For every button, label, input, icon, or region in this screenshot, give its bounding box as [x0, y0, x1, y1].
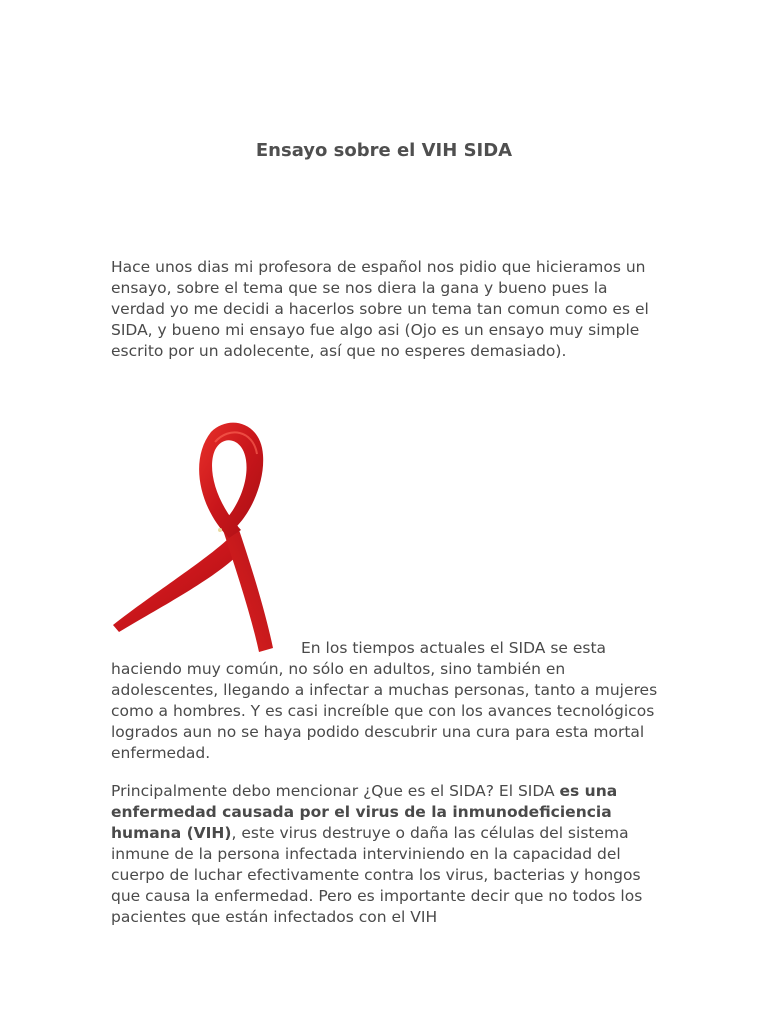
paragraph-current-times: En los tiempos actuales el SIDA se esta haciendo muy común, no sólo en adultos, sino también en adolescentes, llegando a infectar a muchas personas, tanto a mujeres como a hombres. Y es casi increíble que con los avances tecnológicos logrados aun no se haya podido descubrir una cura para esta mortal enfermedad. [111, 639, 658, 762]
paragraph-3-start: Principalmente debo mencionar ¿Que es el SIDA? El SIDA [111, 782, 560, 800]
paragraph-3-bold-definition: es una enfermedad causada por el virus de la inmunodeficiencia humana (VIH) [111, 782, 618, 842]
red-ribbon-icon [111, 420, 301, 655]
document-title: Ensayo sobre el VIH SIDA [255, 140, 513, 161]
paragraph-intro: Hace unos dias mi profesora de español nos pidio que hicieramos un ensayo, sobre el tema que se nos diera la gana y bueno pues la verdad yo me decidi a hacerlos sobre un tema tan comun como es el SIDA, y bueno mi ensayo fue algo asi (Ojo es un ensayo muy simple escrito por un adolecente, así que no esperes demasiado). [111, 258, 649, 360]
paragraph-3-rest: , este virus destruye o daña las células del sistema inmune de la persona infectada interviniendo en la capacidad del cuerpo de luchar efectivamente contra los virus, bacterias y hongos que causa la enfermedad. Pero es importante decir que no todos los pacientes que están infectados con el VIH [111, 824, 643, 926]
paragraph-what-is-aids [111, 781, 663, 928]
